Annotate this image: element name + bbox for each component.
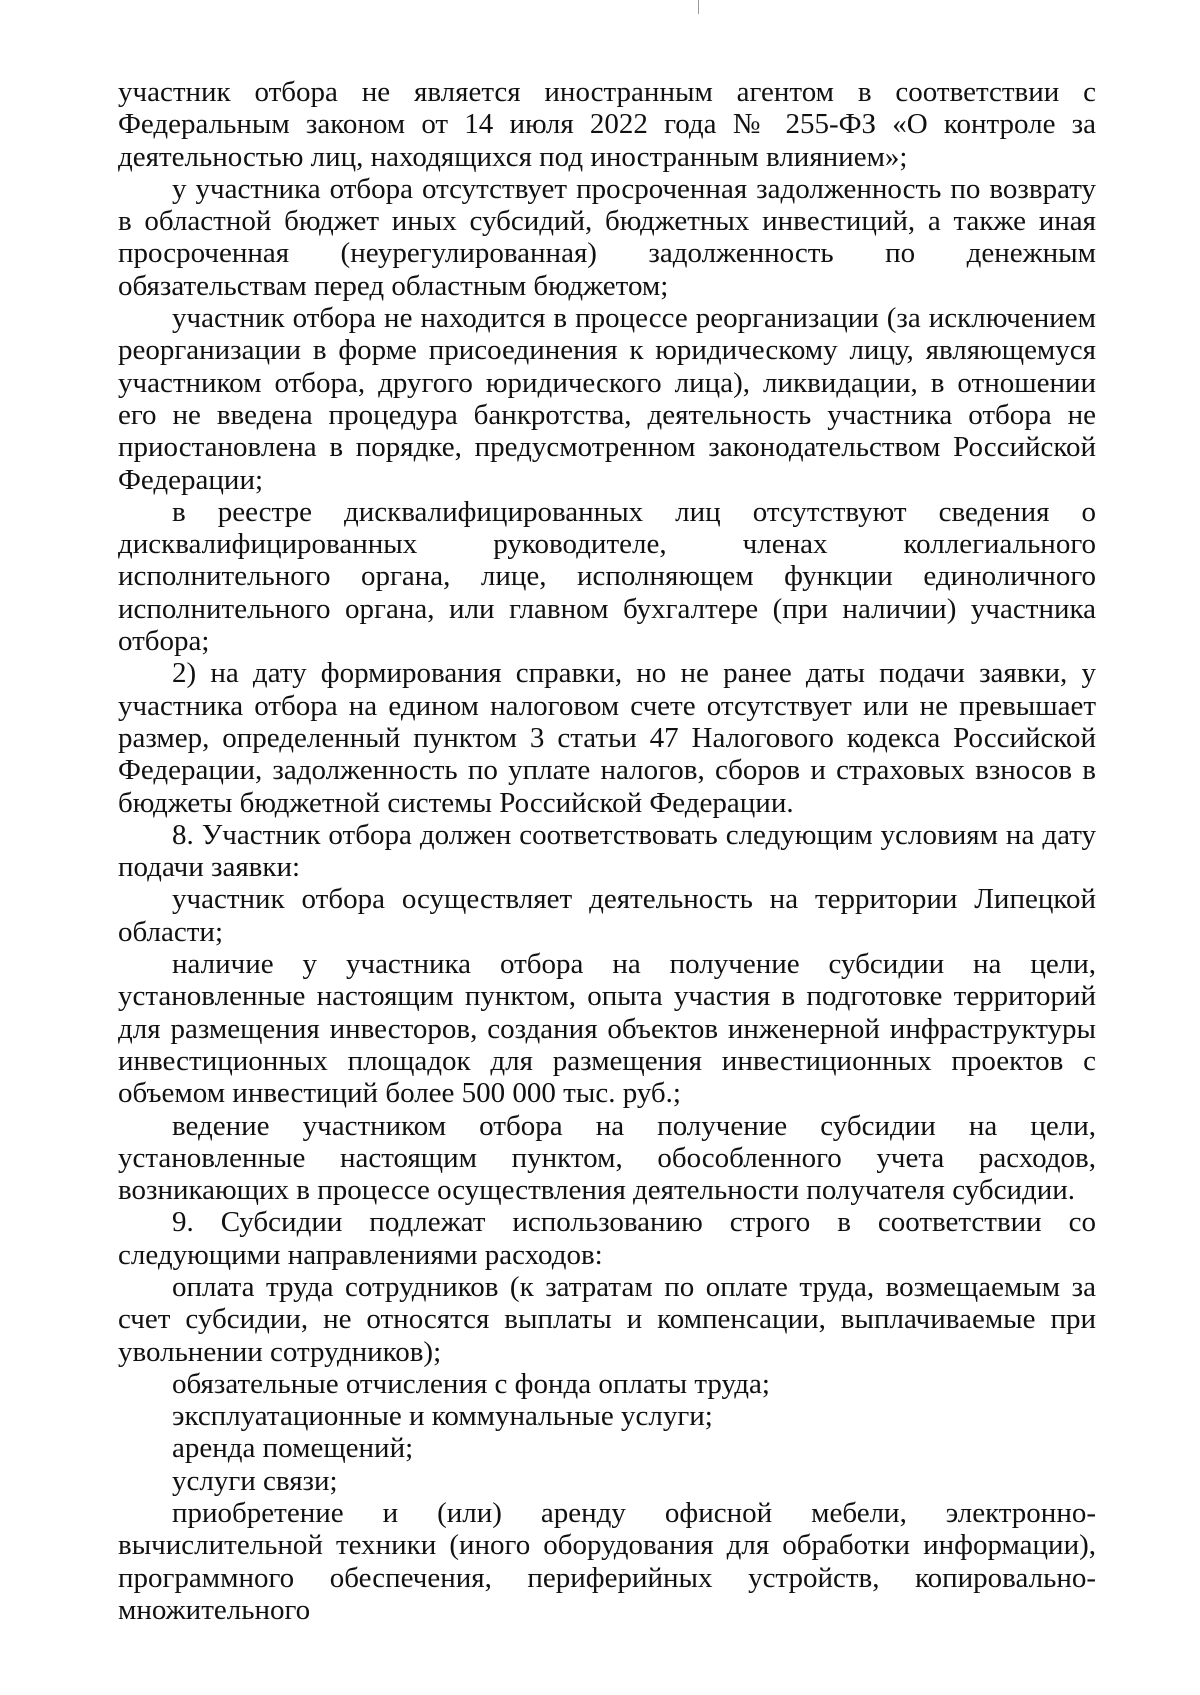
list-item-rent: аренда помещений; [172, 1432, 414, 1465]
scan-mark [698, 0, 699, 14]
list-item-communications: услуги связи; [172, 1464, 338, 1497]
paragraph-tax-debt: 2) на дату формирования справки, но не ранее даты подачи заявки, у участника отбора на едином налоговом счете отсутствует или не превышает размер, определенный пунктом 3 статьи 47 Налогового кодекса Российской Федерации, задолженность по уплате налогов, сборов и страховых взносов в бюджеты бюджетной системы Российской Федерации. [118, 657, 1096, 819]
paragraph-experience: наличие у участника отбора на получение субсидии на цели, установленные настоящим пунктом, опыта участия в подготовке территорий для размещения инвесторов, создания объектов инженерной инфраструктуры инвестиционных площадок для размещения инвестиционных проектов с объемом инвестиций более 500 000 тыс. руб.; [118, 948, 1096, 1110]
document-body [118, 76, 1096, 1626]
paragraph-overdue-debt: у участника отбора отсутствует просроченная задолженность по возврату в областной бюджет иных субсидий, бюджетных инвестиций, а также иная просроченная (неурегулированная) задолженность по денежным обязательствам перед областным бюджетом; [118, 172, 1096, 302]
list-item-payroll-deductions: обязательные отчисления с фонда оплаты труда; [172, 1367, 770, 1400]
list-item-equipment: приобретение и (или) аренду офисной мебели, электронно-вычислительной техники (иного оборудования для обработки информации), программного обеспечения, периферийных устройств, копировально-множительного [118, 1497, 1096, 1626]
paragraph-item-8: 8. Участник отбора должен соответствовать следующим условиям на дату подачи заявки: [118, 818, 1096, 884]
paragraph-foreign-agent: участник отбора не является иностранным агентом в соответствии с Федеральным законом от 14 июля 2022 года № 255-ФЗ «О контроле за деятельностью лиц, находящихся под иностранным влиянием»; [118, 76, 1096, 173]
paragraph-reorganization: участник отбора не находится в процессе реорганизации (за исключением реорганизации в форме присоединения к юридическому лицу, являющемуся участником отбора, другого юридического лица), ликвидации, в отношении его не введена процедура банкротства, деятельность участника отбора не приостановлена в порядке, предусмотренном законодательством Российской Федерации; [118, 302, 1096, 496]
paragraph-separate-accounting: ведение участником отбора на получение субсидии на цели, установленные настоящим пунктом, обособленного учета расходов, возникающих в процессе осуществления деятельности получателя субсидии. [118, 1109, 1096, 1207]
paragraph-disqualified-persons: в реестре дисквалифицированных лиц отсутствуют сведения о дисквалифицированных руководителе, членах коллегиального исполнительного органа, лице, исполняющем функции единоличного исполнительного органа, или главном бухгалтере (при наличии) участника отбора; [118, 495, 1096, 658]
list-item-utilities: эксплуатационные и коммунальные услуги; [172, 1400, 713, 1433]
list-item-salary: оплата труда сотрудников (к затратам по оплате труда, возмещаемым за счет субсидии, не относятся выплаты и компенсации, выплачиваемые при увольнении сотрудников); [118, 1270, 1096, 1368]
paragraph-item-9: 9. Субсидии подлежат использованию строго в соответствии со следующими направлениями расходов: [118, 1206, 1096, 1271]
paragraph-territory: участник отбора осуществляет деятельность на территории Липецкой области; [118, 883, 1096, 948]
